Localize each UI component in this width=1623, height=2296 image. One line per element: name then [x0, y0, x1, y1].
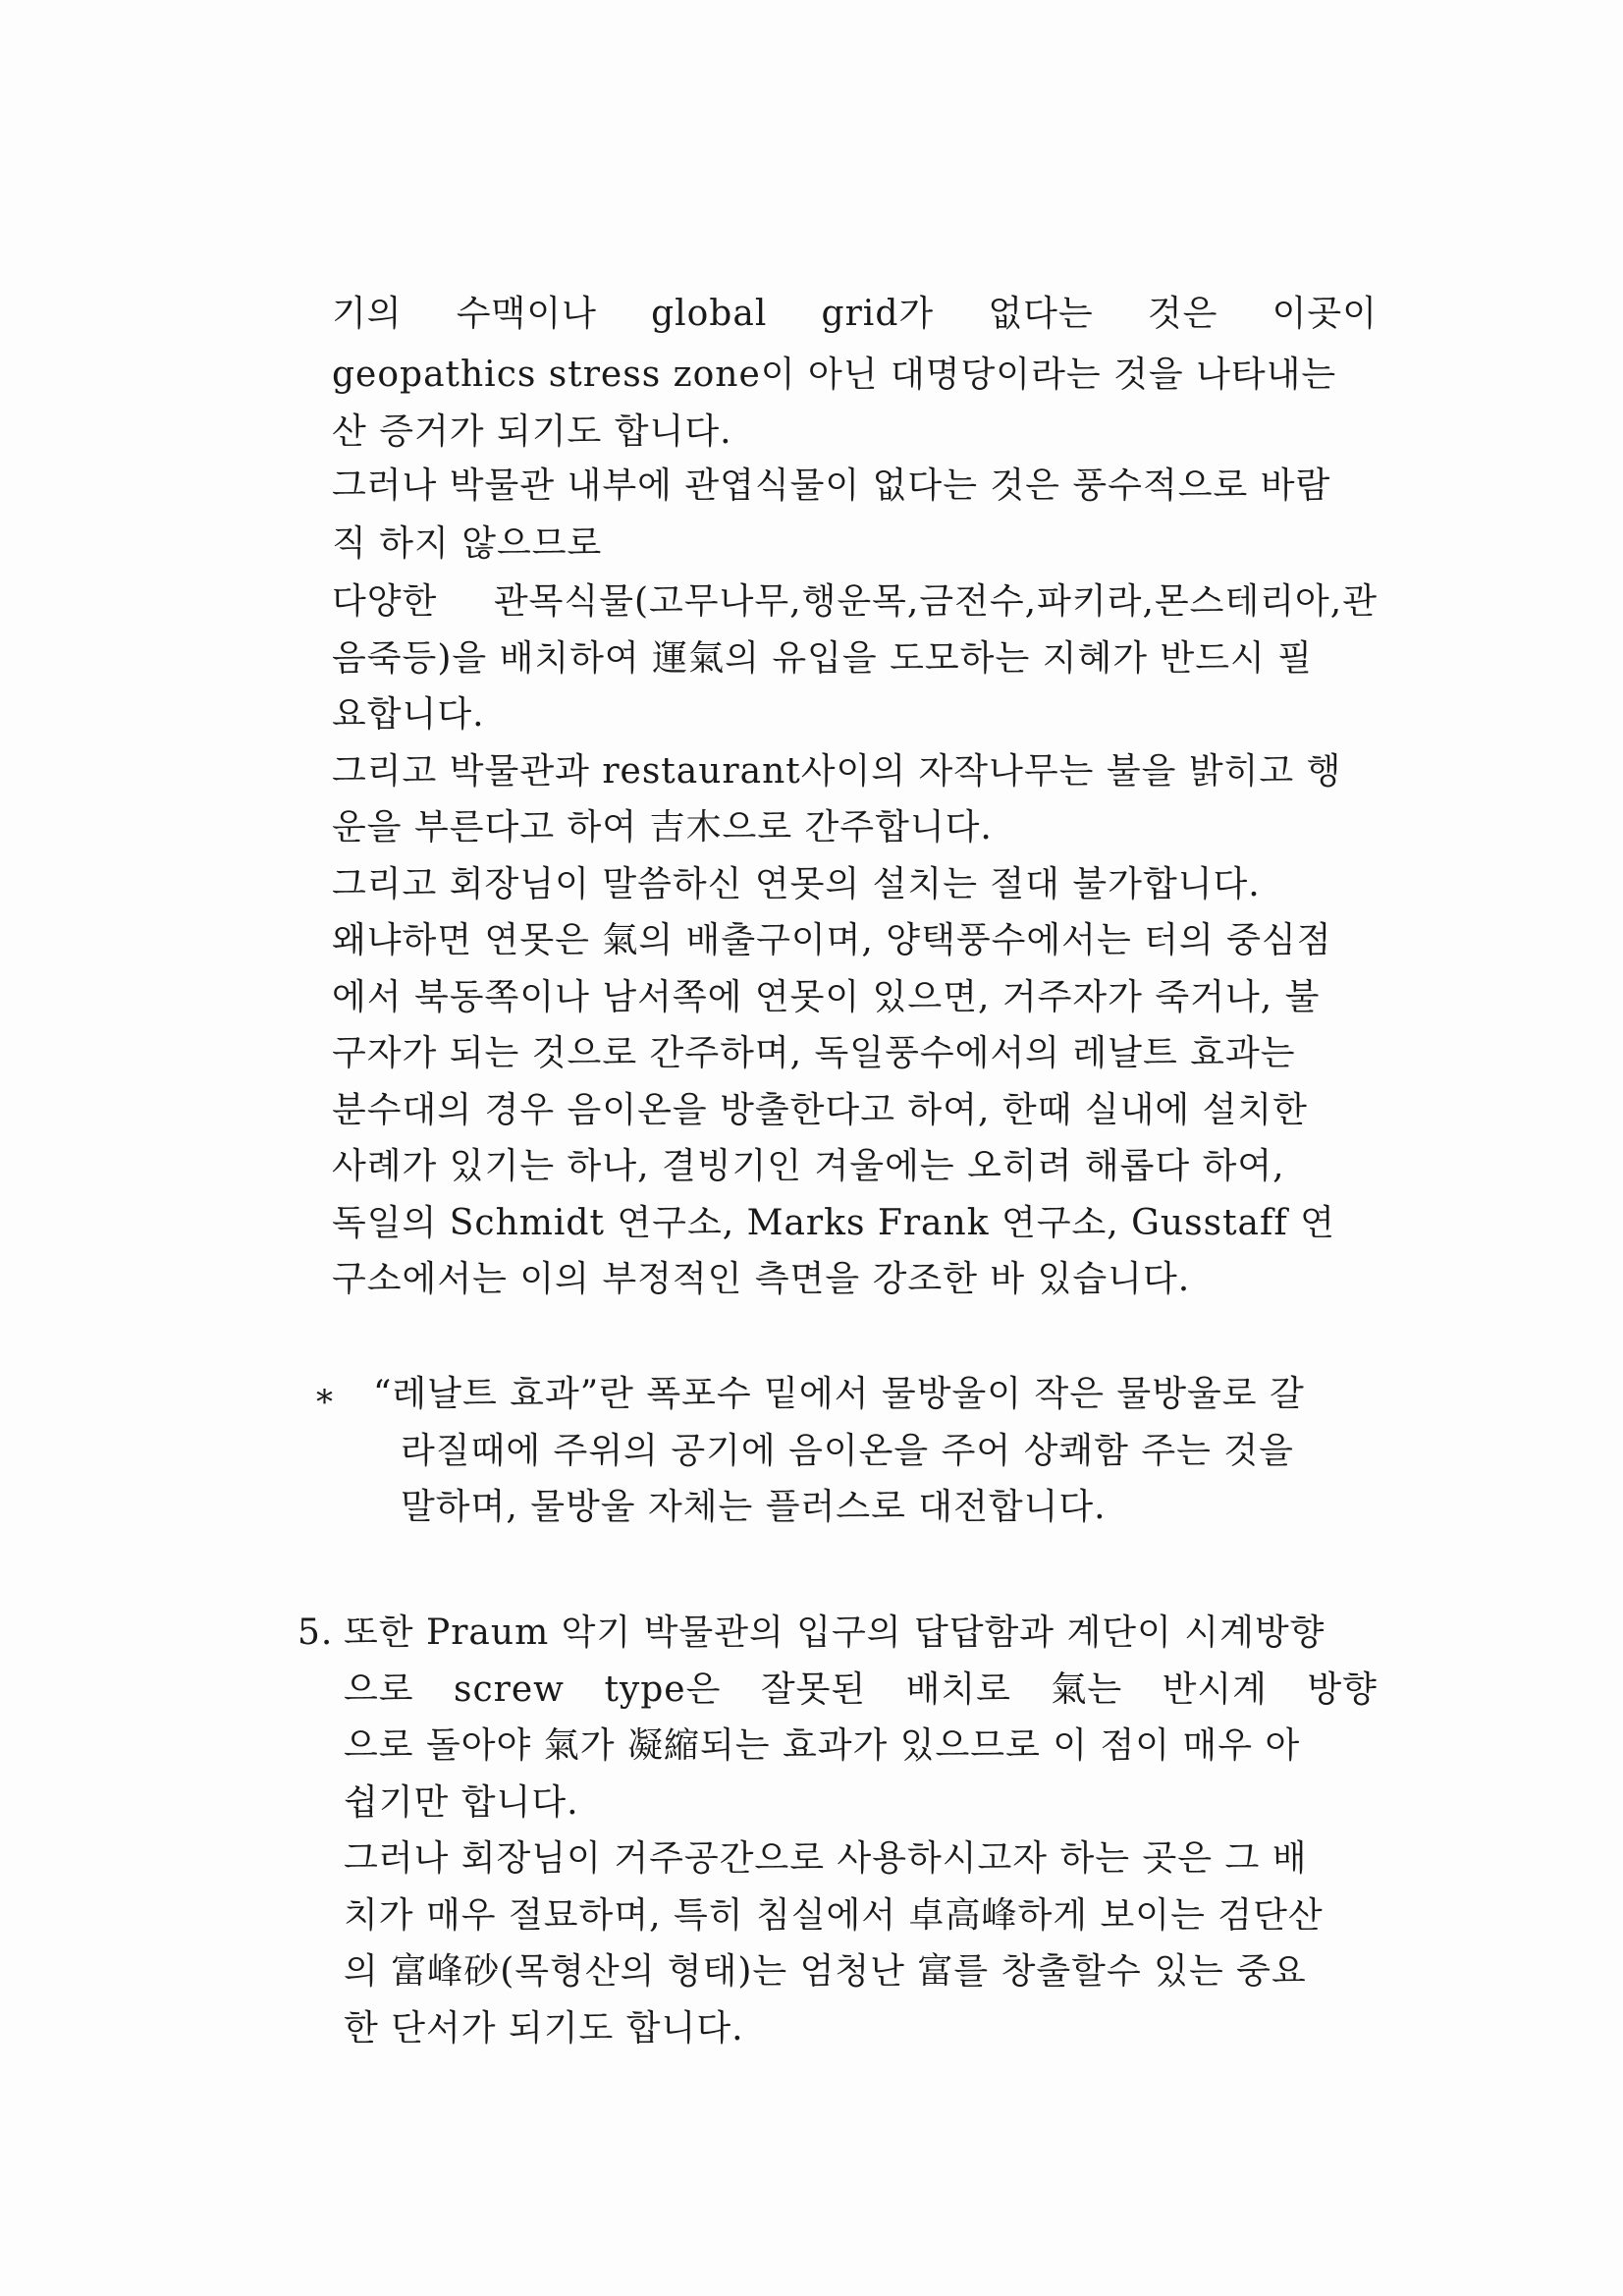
item-5-line-6: 치가 매우 절묘하며, 특히 침실에서 卓高峰하게 보이는 검단산	[344, 1895, 1324, 1936]
word: 다양한	[332, 581, 438, 622]
paragraph-1-line-11: 그리고 회장님이 말씀하신 연못의 설치는 절대 불가합니다.	[332, 864, 1261, 904]
paragraph-1-line-2: geopathics stress zone이 아닌 대명당이라는 것을 나타내는	[332, 355, 1337, 395]
word: 없다는	[988, 294, 1094, 334]
word: 잘못된	[760, 1669, 867, 1710]
footnote-line-3: 말하며, 물방울 자체는 플러스로 대전합니다.	[401, 1487, 1107, 1527]
paragraph-1-line-3: 산 증거가 되기도 합니다.	[332, 411, 732, 452]
word: grid가	[821, 294, 935, 334]
paragraph-1-line-8: 요합니다.	[332, 694, 485, 735]
paragraph-1-line-18: 구소에서는 이의 부정적인 측면을 강조한 바 있습니다.	[332, 1259, 1191, 1299]
paragraph-1-line-7: 음죽등)을 배치하여 運氣의 유입을 도모하는 지혜가 반드시 필	[332, 638, 1313, 679]
paragraph-1-line-4: 그러나 박물관 내부에 관엽식물이 없다는 것은 풍수적으로 바람	[332, 465, 1331, 506]
word: 관목식물(고무나무,행운목,금전수,파키라,몬스테리아,관	[493, 581, 1378, 622]
word: 氣는	[1051, 1669, 1123, 1710]
paragraph-1-line-15: 분수대의 경우 음이온을 방출한다고 하여, 한때 실내에 설치한	[332, 1090, 1308, 1130]
footnote-marker: *	[316, 1383, 333, 1422]
item-5-line-1: 또한 Praum 악기 박물관의 입구의 답답함과 계단이 시계방향	[344, 1613, 1325, 1653]
item-5-line-7: 의 富峰砂(목형산의 형태)는 엄청난 富를 창출할수 있는 중요	[344, 1951, 1307, 1992]
word: 기의	[332, 294, 403, 334]
paragraph-1-line-13: 에서 북동쪽이나 남서쪽에 연못이 있으면, 거주자가 죽거나, 불	[332, 977, 1321, 1017]
paragraph-1-line-5: 직 하지 않으므로	[332, 523, 603, 564]
paragraph-1-line-1	[332, 287, 1378, 342]
item-5-line-8: 한 단서가 되기도 합니다.	[344, 2008, 744, 2049]
paragraph-1-line-14: 구자가 되는 것으로 간주하며, 독일풍수에서의 레날트 효과는	[332, 1033, 1296, 1073]
word: 방향	[1307, 1669, 1378, 1710]
footnote-line-1: “레날트 효과”란 폭포수 밑에서 물방울이 작은 물방울로 갈	[373, 1374, 1305, 1414]
word: 이곳이	[1271, 294, 1378, 334]
paragraph-1-line-9: 그리고 박물관과 restaurant사이의 자작나무는 불을 밝히고 행	[332, 751, 1342, 792]
item-5-line-5: 그러나 회장님이 거주공간으로 사용하시고자 하는 곳은 그 배	[344, 1838, 1308, 1879]
item-5-line-4: 쉽기만 합니다.	[344, 1782, 579, 1823]
paragraph-1-line-6	[332, 574, 1378, 629]
word: 배치로	[905, 1669, 1011, 1710]
word: 으로	[344, 1669, 414, 1710]
footnote-line-2: 라질때에 주위의 공기에 음이온을 주어 상쾌함 주는 것을	[401, 1431, 1294, 1471]
paragraph-1-line-16: 사례가 있기는 하나, 결빙기인 겨울에는 오히려 해롭다 하여,	[332, 1146, 1285, 1186]
paragraph-1-line-10: 운을 부른다고 하여 吉木으로 간주합니다.	[332, 807, 993, 847]
item-5-line-3: 으로 돌아야 氣가 凝縮되는 효과가 있으므로 이 점이 매우 아	[344, 1725, 1301, 1766]
paragraph-1-line-12: 왜냐하면 연못은 氣의 배출구이며, 양택풍수에서는 터의 중심점	[332, 920, 1332, 960]
word: global	[651, 294, 768, 334]
word: screw	[454, 1669, 565, 1710]
word: 반시계	[1162, 1669, 1268, 1710]
word: 수맥이나	[456, 294, 597, 334]
item-5-line-2	[344, 1663, 1378, 1718]
item-5-number: 5.	[298, 1613, 334, 1653]
word: type은	[604, 1669, 722, 1710]
word: 것은	[1147, 294, 1218, 334]
paragraph-1-line-17: 독일의 Schmidt 연구소, Marks Frank 연구소, Gusstaff 연	[332, 1203, 1335, 1243]
